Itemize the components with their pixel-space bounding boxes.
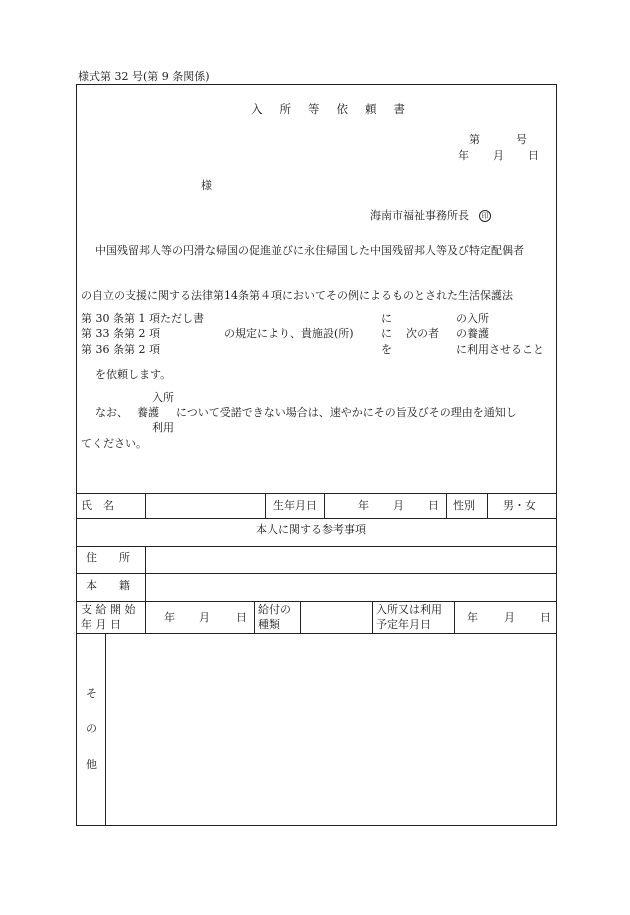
body-para-1: 中国残留邦人等の円滑な帰国の促進並びに永住帰国した中国残留邦人等及び特定配偶者 (95, 244, 524, 257)
document-title: 入 所 等 依 頼 書 (251, 102, 406, 116)
form-frame (76, 84, 557, 826)
start-year: 年 (164, 611, 175, 624)
article-1: 第 30 条第 1 項ただし書 (81, 312, 204, 325)
purpose-2: の養護 (456, 327, 489, 340)
planned-year: 年 (467, 611, 478, 624)
form-number: 様式第 32 号(第 9 条関係) (78, 70, 210, 83)
addressee-suffix: 様 (201, 179, 212, 192)
date-month: 月 (493, 149, 504, 162)
particle-2: に (381, 327, 392, 340)
other-label-2: の (86, 722, 97, 735)
benefit-label-2: 種類 (258, 618, 280, 631)
benefit-label-1: 給付の (258, 603, 291, 616)
birth-label: 生年月日 (273, 499, 317, 512)
note-option-2: 養護 (137, 406, 159, 419)
planned-month: 月 (504, 611, 515, 624)
note-option-1: 入所 (152, 391, 174, 404)
particle-1: に (381, 312, 392, 325)
date-year: 年 (458, 149, 469, 162)
name-label: 氏 名 (81, 499, 114, 512)
address-label: 住 所 (86, 551, 130, 564)
start-month: 月 (199, 611, 210, 624)
request-text: を依頼します。 (95, 368, 172, 381)
note-end: てください。 (81, 437, 147, 450)
purpose-1: の入所 (456, 312, 489, 325)
birth-day: 日 (428, 499, 439, 512)
article-2: 第 33 条第 2 項 (81, 327, 160, 340)
reference-header: 本人に関する参考事項 (256, 523, 366, 536)
planned-label-2: 予定年月日 (376, 618, 431, 631)
purpose-3: に利用させること (456, 343, 544, 356)
note-text: について受諾できない場合は、速やかにその旨及びその理由を通知し (176, 406, 517, 419)
planned-day: 日 (540, 611, 551, 624)
body-para-2: の自立の支援に関する法律第14条第４項においてその例によるものとされた生活保護法 (81, 289, 513, 302)
note-option-3: 利用 (152, 421, 174, 434)
doc-number-suffix: 号 (516, 133, 527, 146)
seal-icon: 印 (479, 210, 491, 222)
planned-label-1: 入所又は利用 (376, 603, 442, 616)
regulation-text: の規定により、貴施設(所) (224, 327, 354, 340)
sex-label: 性別 (453, 499, 475, 512)
particle-3: を (381, 343, 392, 356)
start-label-2: 年 月 日 (81, 618, 121, 631)
sex-value: 男・女 (503, 499, 536, 512)
domicile-label: 本 籍 (86, 579, 130, 592)
date-day: 日 (528, 149, 539, 162)
other-label-1: そ (86, 687, 97, 700)
article-3: 第 36 条第 2 項 (81, 343, 160, 356)
sender: 海南市福祉事務所長 印 (370, 210, 491, 222)
note-prefix: なお、 (95, 406, 128, 419)
start-label-1: 支 給 開 始 (81, 603, 136, 616)
start-day: 日 (236, 611, 247, 624)
other-label-3: 他 (86, 758, 97, 771)
birth-year: 年 (358, 499, 369, 512)
doc-number-prefix: 第 (469, 133, 480, 146)
next-person: 次の者 (406, 327, 439, 340)
birth-month: 月 (393, 499, 404, 512)
